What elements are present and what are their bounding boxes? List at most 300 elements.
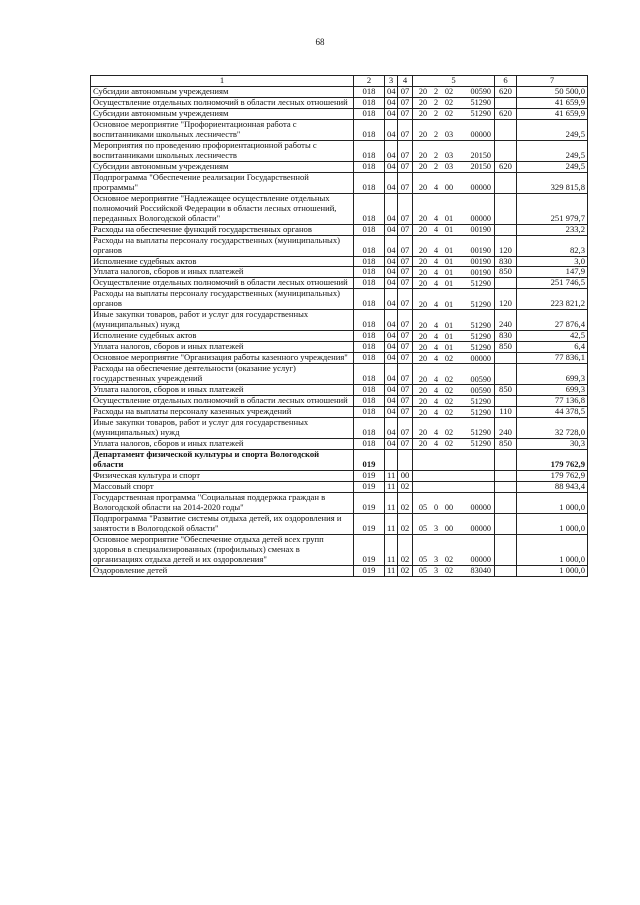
target-article-part: 02 xyxy=(444,555,454,565)
table-row xyxy=(91,119,588,140)
section-code-cell: 04 xyxy=(385,278,398,289)
target-article-cell xyxy=(413,278,495,289)
table-row xyxy=(91,331,588,342)
target-article-part: 20 xyxy=(418,320,428,330)
expense-name-cell: Иные закупки товаров, работ и услуг для государственных (муниципальных) нужд xyxy=(91,310,354,331)
target-article-part: 02 xyxy=(444,428,454,438)
target-article-part: 3 xyxy=(433,524,439,534)
expense-name-cell: Осуществление отдельных полномочий в области лесных отношений xyxy=(91,278,354,289)
section-code-cell: 04 xyxy=(385,385,398,396)
target-article-part: 02 xyxy=(444,407,454,417)
target-article-part: 4 xyxy=(433,331,439,341)
target-article-part: 51290 xyxy=(470,320,491,330)
subsection-code-cell: 07 xyxy=(398,108,413,119)
subsection-code-cell: 02 xyxy=(398,565,413,576)
table-row xyxy=(91,267,588,278)
target-article-part: 02 xyxy=(444,385,454,395)
target-article-cell xyxy=(413,172,495,193)
table-row xyxy=(91,364,588,385)
section-code-cell: 04 xyxy=(385,87,398,98)
target-article-cell xyxy=(413,513,495,534)
target-article-part: 20 xyxy=(418,385,428,395)
admin-code-cell: 018 xyxy=(354,418,385,439)
target-article-part: 03 xyxy=(444,130,454,140)
expense-name-cell: Оздоровление детей xyxy=(91,565,354,576)
table-row xyxy=(91,235,588,256)
target-article-part: 01 xyxy=(444,256,454,266)
target-article-part: 4 xyxy=(433,183,439,193)
target-article-part: 2 xyxy=(433,162,439,172)
target-article-cell xyxy=(413,565,495,576)
table-row xyxy=(91,396,588,407)
amount-cell: 233,2 xyxy=(517,224,588,235)
expense-name-cell: Расходы на выплаты персоналу государственных (муниципальных) органов xyxy=(91,235,354,256)
admin-code-cell: 019 xyxy=(354,481,385,492)
target-article-part: 02 xyxy=(444,353,454,363)
expense-type-cell: 830 xyxy=(495,256,517,267)
target-article-part: 4 xyxy=(433,245,439,255)
amount-cell: 27 876,4 xyxy=(517,310,588,331)
admin-code-cell: 019 xyxy=(354,449,385,470)
target-article-part: 51290 xyxy=(470,109,491,119)
admin-code-cell: 018 xyxy=(354,235,385,256)
target-article-cell xyxy=(413,331,495,342)
expense-type-cell: 830 xyxy=(495,331,517,342)
target-article-part: 00590 xyxy=(470,87,491,97)
section-code-cell: 11 xyxy=(385,470,398,481)
amount-cell: 3,0 xyxy=(517,256,588,267)
admin-code-cell: 018 xyxy=(354,438,385,449)
target-article-cell xyxy=(413,193,495,224)
target-article-part: 20 xyxy=(418,214,428,224)
target-article-part: 00 xyxy=(444,524,454,534)
target-article-part: 00190 xyxy=(470,225,491,235)
target-article-cell xyxy=(413,470,495,481)
target-article-part: 20 xyxy=(418,87,428,97)
target-article-part: 01 xyxy=(444,245,454,255)
subsection-code-cell: 07 xyxy=(398,161,413,172)
subsection-code-cell: 07 xyxy=(398,407,413,418)
amount-cell: 249,5 xyxy=(517,161,588,172)
expense-type-cell xyxy=(495,97,517,108)
expense-name-cell: Расходы на обеспечение деятельности (оказание услуг) государственных учреждений xyxy=(91,364,354,385)
target-article-cell xyxy=(413,353,495,364)
target-article-part: 20 xyxy=(418,407,428,417)
target-article-cell xyxy=(413,385,495,396)
target-article-part: 51290 xyxy=(470,299,491,309)
section-code-cell: 04 xyxy=(385,172,398,193)
target-article-part: 2 xyxy=(433,130,439,140)
subsection-code-cell: 07 xyxy=(398,385,413,396)
target-article-part: 03 xyxy=(444,151,454,161)
expense-name-cell: Субсидии автономным учреждениям xyxy=(91,108,354,119)
admin-code-cell: 018 xyxy=(354,310,385,331)
subsection-code-cell: 02 xyxy=(398,481,413,492)
expense-type-cell xyxy=(495,364,517,385)
section-code-cell: 04 xyxy=(385,97,398,108)
admin-code-cell: 018 xyxy=(354,289,385,310)
expense-type-cell xyxy=(495,534,517,565)
table-row xyxy=(91,470,588,481)
section-code-cell: 04 xyxy=(385,140,398,161)
target-article-part: 4 xyxy=(433,439,439,449)
subsection-code-cell xyxy=(398,449,413,470)
expense-name-cell: Подпрограмма "Развитие системы отдыха детей, их оздоровления и занятости в Вологодской области" xyxy=(91,513,354,534)
subsection-code-cell: 07 xyxy=(398,193,413,224)
section-code-cell: 04 xyxy=(385,353,398,364)
amount-cell: 251 746,5 xyxy=(517,278,588,289)
target-article-cell xyxy=(413,418,495,439)
target-article-part: 20 xyxy=(418,183,428,193)
header-cell: 4 xyxy=(398,76,413,87)
target-article-part: 4 xyxy=(433,320,439,330)
page-number: 68 xyxy=(315,37,325,47)
expense-type-cell xyxy=(495,470,517,481)
admin-code-cell: 018 xyxy=(354,119,385,140)
target-article-cell xyxy=(413,161,495,172)
target-article-part: 20 xyxy=(418,162,428,172)
expense-name-cell: Основное мероприятие "Обеспечение отдыха детей всех групп здоровья в специализированных (профильных) сменах в организациях отдыха детей и их оздоровления" xyxy=(91,534,354,565)
admin-code-cell: 018 xyxy=(354,364,385,385)
subsection-code-cell: 02 xyxy=(398,534,413,565)
budget-table xyxy=(90,75,588,577)
expense-name-cell: Массовый спорт xyxy=(91,481,354,492)
target-article-part: 51290 xyxy=(470,278,491,288)
expense-type-cell xyxy=(495,140,517,161)
target-article-cell xyxy=(413,492,495,513)
amount-cell: 699,3 xyxy=(517,364,588,385)
target-article-part: 20 xyxy=(418,331,428,341)
target-article-part: 51290 xyxy=(470,439,491,449)
admin-code-cell: 019 xyxy=(354,565,385,576)
amount-cell: 223 821,2 xyxy=(517,289,588,310)
target-article-part: 05 xyxy=(418,503,428,513)
table-row xyxy=(91,407,588,418)
section-code-cell: 04 xyxy=(385,364,398,385)
subsection-code-cell: 07 xyxy=(398,353,413,364)
amount-cell: 1 000,0 xyxy=(517,565,588,576)
subsection-code-cell: 07 xyxy=(398,331,413,342)
admin-code-cell: 018 xyxy=(354,353,385,364)
expense-type-cell: 120 xyxy=(495,289,517,310)
section-code-cell: 04 xyxy=(385,256,398,267)
target-article-cell xyxy=(413,235,495,256)
target-article-part: 00000 xyxy=(470,503,491,513)
target-article-part: 00190 xyxy=(470,267,491,277)
target-article-part: 2 xyxy=(433,98,439,108)
expense-name-cell: Государственная программа "Социальная поддержка граждан в Вологодской области на 2014-2020 годы" xyxy=(91,492,354,513)
amount-cell: 329 815,8 xyxy=(517,172,588,193)
admin-code-cell: 018 xyxy=(354,108,385,119)
target-article-part: 00000 xyxy=(470,183,491,193)
target-article-part: 00000 xyxy=(470,555,491,565)
target-article-part: 20 xyxy=(418,428,428,438)
admin-code-cell: 019 xyxy=(354,534,385,565)
expense-type-cell: 850 xyxy=(495,385,517,396)
target-article-part: 20 xyxy=(418,151,428,161)
target-article-cell xyxy=(413,267,495,278)
target-article-part: 01 xyxy=(444,342,454,352)
target-article-part: 20 xyxy=(418,342,428,352)
expense-name-cell: Департамент физической культуры и спорта Вологодской области xyxy=(91,449,354,470)
table-row xyxy=(91,108,588,119)
table-row xyxy=(91,534,588,565)
subsection-code-cell: 07 xyxy=(398,97,413,108)
table-row xyxy=(91,161,588,172)
table-row xyxy=(91,385,588,396)
target-article-part: 01 xyxy=(444,278,454,288)
header-cell: 6 xyxy=(495,76,517,87)
target-article-part: 05 xyxy=(418,566,428,576)
target-article-part: 01 xyxy=(444,320,454,330)
target-article-part: 02 xyxy=(444,87,454,97)
expense-type-cell: 850 xyxy=(495,342,517,353)
admin-code-cell: 018 xyxy=(354,97,385,108)
target-article-cell xyxy=(413,310,495,331)
expense-type-cell xyxy=(495,193,517,224)
target-article-part: 03 xyxy=(444,162,454,172)
amount-cell: 50 500,0 xyxy=(517,87,588,98)
table-row xyxy=(91,492,588,513)
target-article-part: 51290 xyxy=(470,428,491,438)
section-code-cell: 11 xyxy=(385,492,398,513)
section-code-cell: 04 xyxy=(385,161,398,172)
section-code-cell: 04 xyxy=(385,289,398,310)
subsection-code-cell: 00 xyxy=(398,470,413,481)
section-code-cell: 04 xyxy=(385,331,398,342)
target-article-part: 4 xyxy=(433,278,439,288)
admin-code-cell: 018 xyxy=(354,256,385,267)
expense-name-cell: Уплата налогов, сборов и иных платежей xyxy=(91,438,354,449)
subsection-code-cell: 07 xyxy=(398,172,413,193)
amount-cell: 32 728,0 xyxy=(517,418,588,439)
admin-code-cell: 018 xyxy=(354,193,385,224)
admin-code-cell: 018 xyxy=(354,342,385,353)
amount-cell: 1 000,0 xyxy=(517,513,588,534)
amount-cell: 41 659,9 xyxy=(517,108,588,119)
target-article-part: 4 xyxy=(433,267,439,277)
amount-cell: 251 979,7 xyxy=(517,193,588,224)
target-article-cell xyxy=(413,256,495,267)
header-cell: 7 xyxy=(517,76,588,87)
section-code-cell: 11 xyxy=(385,481,398,492)
target-article-part: 51290 xyxy=(470,396,491,406)
target-article-part: 51290 xyxy=(470,98,491,108)
target-article-part: 02 xyxy=(444,374,454,384)
amount-cell: 1 000,0 xyxy=(517,492,588,513)
amount-cell: 6,4 xyxy=(517,342,588,353)
target-article-part: 20 xyxy=(418,267,428,277)
target-article-part: 20 xyxy=(418,245,428,255)
target-article-part: 20 xyxy=(418,439,428,449)
subsection-code-cell: 07 xyxy=(398,267,413,278)
target-article-cell xyxy=(413,87,495,98)
target-article-part: 01 xyxy=(444,225,454,235)
header-row xyxy=(91,76,588,87)
target-article-part: 3 xyxy=(433,555,439,565)
amount-cell: 1 000,0 xyxy=(517,534,588,565)
admin-code-cell: 018 xyxy=(354,396,385,407)
table-row xyxy=(91,289,588,310)
target-article-cell xyxy=(413,364,495,385)
table-row xyxy=(91,172,588,193)
target-article-part: 0 xyxy=(433,503,439,513)
target-article-part: 02 xyxy=(444,396,454,406)
target-article-part: 00000 xyxy=(470,130,491,140)
target-article-cell xyxy=(413,438,495,449)
expense-type-cell xyxy=(495,278,517,289)
target-article-part: 4 xyxy=(433,214,439,224)
expense-name-cell: Уплата налогов, сборов и иных платежей xyxy=(91,267,354,278)
target-article-part: 4 xyxy=(433,385,439,395)
section-code-cell: 04 xyxy=(385,119,398,140)
target-article-cell xyxy=(413,140,495,161)
target-article-part: 51290 xyxy=(470,407,491,417)
section-code-cell: 04 xyxy=(385,224,398,235)
subsection-code-cell: 07 xyxy=(398,396,413,407)
subsection-code-cell: 07 xyxy=(398,140,413,161)
target-article-cell xyxy=(413,481,495,492)
target-article-part: 2 xyxy=(433,151,439,161)
expense-name-cell: Исполнение судебных актов xyxy=(91,256,354,267)
target-article-part: 4 xyxy=(433,299,439,309)
target-article-part: 4 xyxy=(433,374,439,384)
amount-cell: 30,3 xyxy=(517,438,588,449)
admin-code-cell: 018 xyxy=(354,87,385,98)
target-article-part: 01 xyxy=(444,299,454,309)
target-article-part: 20 xyxy=(418,374,428,384)
amount-cell: 249,5 xyxy=(517,119,588,140)
expense-type-cell: 620 xyxy=(495,161,517,172)
admin-code-cell: 018 xyxy=(354,331,385,342)
target-article-part: 00 xyxy=(444,183,454,193)
target-article-part: 3 xyxy=(433,566,439,576)
amount-cell: 699,3 xyxy=(517,385,588,396)
target-article-part: 51290 xyxy=(470,342,491,352)
expense-name-cell: Субсидии автономным учреждениям xyxy=(91,87,354,98)
subsection-code-cell: 07 xyxy=(398,310,413,331)
target-article-part: 20 xyxy=(418,299,428,309)
target-article-part: 20 xyxy=(418,225,428,235)
expense-name-cell: Осуществление отдельных полномочий в области лесных отношений xyxy=(91,97,354,108)
section-code-cell: 11 xyxy=(385,565,398,576)
subsection-code-cell: 07 xyxy=(398,289,413,310)
expense-type-cell xyxy=(495,119,517,140)
target-article-part: 00590 xyxy=(470,374,491,384)
expense-name-cell: Мероприятия по проведению профориентационной работы с воспитанниками школьных лесничеств xyxy=(91,140,354,161)
admin-code-cell: 018 xyxy=(354,224,385,235)
expense-type-cell xyxy=(495,481,517,492)
target-article-part: 02 xyxy=(444,109,454,119)
target-article-part: 00190 xyxy=(470,256,491,266)
header-cell: 3 xyxy=(385,76,398,87)
table-row xyxy=(91,342,588,353)
amount-cell: 77 136,8 xyxy=(517,396,588,407)
table-row xyxy=(91,278,588,289)
target-article-cell xyxy=(413,97,495,108)
expense-name-cell: Физическая культура и спорт xyxy=(91,470,354,481)
target-article-part: 20 xyxy=(418,256,428,266)
target-article-part: 02 xyxy=(444,439,454,449)
target-article-part: 20 xyxy=(418,396,428,406)
expense-type-cell xyxy=(495,396,517,407)
subsection-code-cell: 02 xyxy=(398,513,413,534)
target-article-part: 4 xyxy=(433,353,439,363)
expense-type-cell xyxy=(495,492,517,513)
target-article-cell xyxy=(413,119,495,140)
target-article-part: 05 xyxy=(418,524,428,534)
subsection-code-cell: 07 xyxy=(398,418,413,439)
target-article-cell xyxy=(413,534,495,565)
section-code-cell: 04 xyxy=(385,438,398,449)
target-article-cell xyxy=(413,224,495,235)
subsection-code-cell: 07 xyxy=(398,119,413,140)
expense-type-cell xyxy=(495,353,517,364)
subsection-code-cell: 07 xyxy=(398,224,413,235)
header-cell: 5 xyxy=(413,76,495,87)
section-code-cell: 04 xyxy=(385,193,398,224)
expense-type-cell: 110 xyxy=(495,407,517,418)
expense-type-cell xyxy=(495,224,517,235)
target-article-part: 51290 xyxy=(470,331,491,341)
section-code-cell: 04 xyxy=(385,418,398,439)
section-code-cell: 04 xyxy=(385,235,398,256)
expense-name-cell: Основное мероприятие "Организация работы казенного учреждения" xyxy=(91,353,354,364)
target-article-cell xyxy=(413,108,495,119)
target-article-part: 01 xyxy=(444,331,454,341)
table-row xyxy=(91,97,588,108)
target-article-part: 01 xyxy=(444,267,454,277)
target-article-cell xyxy=(413,289,495,310)
subsection-code-cell: 07 xyxy=(398,256,413,267)
subsection-code-cell: 02 xyxy=(398,492,413,513)
target-article-part: 4 xyxy=(433,407,439,417)
expense-name-cell: Субсидии автономным учреждениям xyxy=(91,161,354,172)
target-article-part: 00 xyxy=(444,503,454,513)
amount-cell: 179 762,9 xyxy=(517,449,588,470)
admin-code-cell: 018 xyxy=(354,407,385,418)
admin-code-cell: 018 xyxy=(354,172,385,193)
target-article-part: 4 xyxy=(433,428,439,438)
subsection-code-cell: 07 xyxy=(398,278,413,289)
amount-cell: 44 378,5 xyxy=(517,407,588,418)
target-article-cell xyxy=(413,407,495,418)
admin-code-cell: 018 xyxy=(354,267,385,278)
expense-name-cell: Расходы на выплаты персоналу государственных (муниципальных) органов xyxy=(91,289,354,310)
section-code-cell: 11 xyxy=(385,513,398,534)
target-article-part: 05 xyxy=(418,555,428,565)
target-article-part: 4 xyxy=(433,225,439,235)
expense-type-cell: 620 xyxy=(495,108,517,119)
section-code-cell xyxy=(385,449,398,470)
target-article-part: 20150 xyxy=(470,151,491,161)
section-code-cell: 04 xyxy=(385,407,398,418)
target-article-part: 4 xyxy=(433,342,439,352)
expense-type-cell xyxy=(495,513,517,534)
subsection-code-cell: 07 xyxy=(398,438,413,449)
table-row xyxy=(91,193,588,224)
table-row xyxy=(91,565,588,576)
target-article-cell xyxy=(413,342,495,353)
expense-type-cell: 850 xyxy=(495,438,517,449)
target-article-part: 20 xyxy=(418,130,428,140)
section-code-cell: 04 xyxy=(385,267,398,278)
section-code-cell: 04 xyxy=(385,342,398,353)
amount-cell: 249,5 xyxy=(517,140,588,161)
target-article-part: 2 xyxy=(433,87,439,97)
expense-name-cell: Основное мероприятие "Профориентационная работа с воспитанниками школьных лесничеств" xyxy=(91,119,354,140)
expense-name-cell: Осуществление отдельных полномочий в области лесных отношений xyxy=(91,396,354,407)
